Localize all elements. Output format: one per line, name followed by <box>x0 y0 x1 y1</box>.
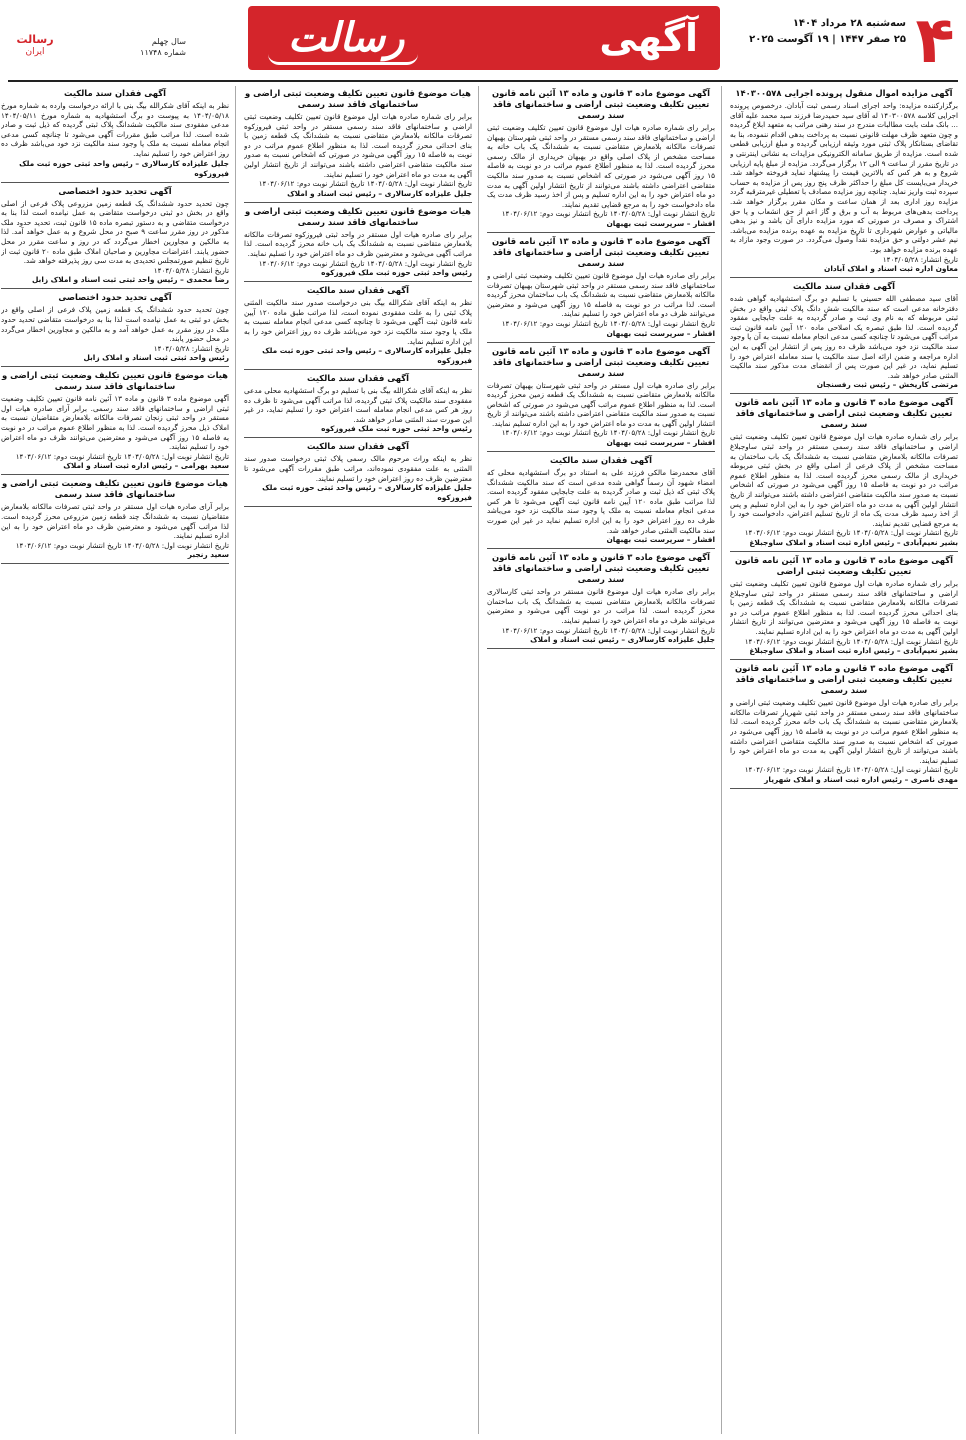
notice-body: برابر رای صادره هیات اول مستقر در واحد ثبتی فیروزکوه تصرفات مالکانه بلامعارض متقاضی نسبت به ششدانگ یک باب خانه محرز گردیده است. لذا مراتب آگهی می‌شود و معترضین ظرف دو ماه اعتراض خود را تسلیم نمایند. <box>244 229 472 258</box>
notice-signature: افشار – سرپرست ثبت بهبهان <box>606 438 715 448</box>
notice-body: برابر رای صادره هیات اول موضوع قانون تعیین تکلیف وضعیت ثبتی اراضی و ساختمانهای فاقد سند رسمی مستقر در واحد ثبتی شهرستان بهبهان تصرفات مالکانه بلامعارض متقاضی نسبت به ششدانگ یک باب ساختمان محرز گردیده است. لذا مراتب در دو نوبت به فاصله ۱۵ روز آگهی می‌شود و معترضین می‌توانند ظرف دو ماه اعتراض خود را تسلیم نمایند. <box>487 270 715 319</box>
notice-body: نظر به اینکه وراث مرحوم مالک رسمی پلاک ثبتی درخواست صدور سند المثنی به علت مفقودی نموده‌اند، مراتب طبق مقررات آگهی می‌شود تا معترضین ظرف ده روز اعتراض خود را تسلیم نمایند. <box>244 454 472 483</box>
legal-notice <box>1 88 229 183</box>
section-banner <box>248 6 720 70</box>
legal-notice <box>487 346 715 453</box>
notice-dates: تاریخ انتشار نوبت اول: ۱۴۰۴/۰۵/۲۸ تاریخ انتشار نوبت دوم: ۱۴۰۴/۰۶/۱۲ <box>744 528 958 538</box>
column-1 <box>730 86 958 1434</box>
legal-notice <box>244 206 472 282</box>
notice-body: آقای محمدرضا مالکی فرزند علی به استناد دو برگ استشهادیه محلی که امضاء شهود آن رسماً گواهی شده مدعی است که سند مالکیت ششدانگ پلاک ثبتی که ذیل ثبت و صادر گردیده به علت جابجایی مفقود گردیده است. لذا مراتب طبق ماده ۱۲۰ آیین نامه قانون ثبت آگهی می‌شود تا هر کس مدعی انجام معامله نسبت به ملک یا وجود سند مالکیت نزد خود می‌باشد ظرف ده روز اعتراض خود را به این اداره تسلیم نماید در غیر این صورت سند مالکیت المثنی صادر خواهد شد. <box>487 468 715 535</box>
notice-dates: تاریخ انتشار نوبت اول: ۱۴۰۴/۰۵/۲۸ تاریخ انتشار نوبت دوم: ۱۴۰۴/۰۶/۱۲ <box>501 428 715 438</box>
notice-title: آگهی مزایده اموال منقول پرونده اجرایی ۱۴۰۳۰۰۵۷۸ <box>735 88 953 98</box>
section-title: آگهی <box>599 16 698 60</box>
notice-signature: سعید رنجبر <box>187 550 229 560</box>
notice-signature: رئیس واحد ثبتی ثبت اسناد و املاک زابل <box>83 353 229 363</box>
column-divider <box>478 86 479 1434</box>
volume-info <box>66 36 186 58</box>
notice-dates: تاریخ انتشار نوبت اول: ۱۴۰۴/۰۵/۲۸ تاریخ انتشار نوبت دوم: ۱۴۰۴/۰۶/۱۲ <box>501 318 715 328</box>
notice-title: آگهی موضوع ماده ۳ قانون و ماده ۱۳ آئین نامه قانون تعیین تکلیف وضعیت ثبتی اراضی و ساختمانهای فاقد سند رسمی <box>734 397 953 430</box>
notice-body: برابر رای شماره صادره هیات اول موضوع قانون تعیین تکلیف وضعیت ثبتی اراضی و ساختمانهای فاقد سند رسمی مستقر در واحد ثبتی شهرستان بهبهان تصرفات مالکانه بلامعارض متقاضی نسبت به ششدانگ یک باب خانه به مساحت مشخص از پلاک اصلی واقع در بهبهان خریداری از مالک رسمی محرز گردیده است. لذا به منظور اطلاع عموم مراتب در دو نوبت به فاصله ۱۵ روز آگهی می‌شود در صورتی که اشخاص نسبت به صدور سند مالکیت متقاضی اعتراضی داشته باشند می‌توانند از تاریخ انتشار اولین آگهی به مدت دو ماه اعتراض خود را به این اداره تسلیم و پس از اخذ رسید ظرف مدت یک ماه دادخواست خود را به مرجع قضایی تقدیم نمایند. <box>487 123 715 209</box>
notice-title: آگهی موضوع ماده ۳ قانون و ماده ۱۳ آئین نامه قانون تعیین تکلیف وضعیت ثبتی اراضی و ساختمانهای فاقد سند رسمی <box>734 663 953 696</box>
notice-title: آگهی موضوع ماده ۳ قانون و ماده ۱۳ آئین نامه قانون تعیین تکلیف وضعیت ثبتی اراضی و ساختمانهای فاقد سند رسمی <box>491 552 710 585</box>
notice-title: هیات موضوع قانون تعیین تکلیف وضعیت ثبتی اراضی و ساختمانهای فاقد سند رسمی <box>2 370 228 392</box>
notice-title: هیات موضوع قانون تعیین تکلیف وضعیت ثبتی اراضی و ساختمانهای فاقد سند رسمی <box>245 88 471 109</box>
notice-signature: مهدی ناصری – رئیس اداره ثبت اسناد و املاک شهریار <box>764 774 958 784</box>
notice-dates: تاریخ انتشار نوبت اول: ۱۴۰۴/۰۵/۲۸ تاریخ انتشار نوبت دوم: ۱۴۰۴/۰۶/۱۲ <box>501 625 715 635</box>
notice-body: چون تحدید حدود ششدانگ یک قطعه زمین پلاک فرعی از اصلی واقع در بخش دو ثبتی به عمل نیامده است لذا بنا به درخواست متقاضی تحدید حدود ملک در روز مقرر به عمل خواهد آمد و به مالکین و مجاورین اخطار می‌گردد در محل حضور یابند. <box>1 305 229 344</box>
header-divider <box>8 80 958 82</box>
notice-signature: سعید بهرامی – رئیس اداره ثبت اسناد و املاک <box>63 461 229 471</box>
issue-info: شماره ۱۱۷۴۸ <box>140 48 186 57</box>
notice-title: آگهی موضوع ماده ۳ قانون و ماده ۱۳ آئین نامه قانون تعیین تکلیف وضعیت ثبتی اراضی و ساختمانهای فاقد سند رسمی <box>491 345 710 378</box>
notice-dates: تاریخ انتشار نوبت اول: ۱۴۰۴/۰۵/۲۸ تاریخ انتشار نوبت دوم: ۱۴۰۴/۰۶/۱۲ <box>744 636 958 646</box>
notice-title: آگهی موضوع ماده ۳ قانون و ماده ۱۳ آئین نامه قانون تعیین تکلیف وضعیت ثبتی اراضی و ساختمانهای فاقد سند رسمی <box>491 235 710 268</box>
notice-signature: معاون اداره ثبت اسناد و املاک آبادان <box>824 264 958 274</box>
logo-line-2: ایران <box>25 47 45 57</box>
column-divider <box>235 86 236 1434</box>
notice-signature: رئیس واحد ثبتی حوزه ثبت ملک فیروزکوه <box>321 268 472 278</box>
masthead-logo: رسالت <box>288 14 405 61</box>
notice-signature: جلیل علیزاده کارسالاری – رئیس ثبت اسناد و املاک <box>530 635 715 645</box>
notice-dates: تاریخ انتشار نوبت اول: ۱۴۰۴/۰۵/۲۸ تاریخ انتشار نوبت دوم: ۱۴۰۴/۰۶/۱۲ <box>501 209 715 219</box>
notice-dates: تاریخ انتشار نوبت اول: ۱۴۰۴/۰۵/۲۸ تاریخ انتشار نوبت دوم: ۱۴۰۴/۰۶/۱۲ <box>744 765 958 775</box>
legal-notice <box>244 88 472 203</box>
date-solar: سه‌شنبه ۲۸ مرداد ۱۴۰۴ <box>792 18 906 29</box>
logo-line-1: رسالت <box>16 33 54 46</box>
legal-notice <box>730 397 958 552</box>
notice-dates: تاریخ انتشار نوبت اول: ۱۴۰۴/۰۵/۲۸ تاریخ انتشار نوبت دوم: ۱۴۰۴/۰۶/۱۲ <box>258 179 472 189</box>
notice-title: آگهی تحدید حدود اختصاصی <box>58 292 172 303</box>
page-number: ۴ <box>915 4 955 78</box>
legal-notice <box>244 285 472 370</box>
notice-signature: مرتضی کاریخش – رئیس ثبت رفسنجان <box>816 380 958 390</box>
column-divider <box>721 86 722 1434</box>
notice-title: آگهی فقدان سند مالکیت <box>307 441 409 452</box>
notice-body: نظر به اینکه آقای شکرالله بیگ بنی درخواست صدور سند مالکیت المثنی پلاک ثبتی را به علت مفقودی نموده است، لذا مراتب طبق ماده ۱۲۰ آیین نامه قانون ثبت آگهی می‌شود تا چنانچه کسی مدعی انجام معامله نسبت به ملک یا وجود سند مالکیت نزد خود می‌باشد ظرف ده روز اعتراض خود را به این اداره تسلیم نماید. <box>244 298 472 346</box>
notice-title: آگهی فقدان سند مالکیت <box>307 285 409 296</box>
notice-body: برابر رای شماره صادره هیات اول موضوع قانون تعیین تکلیف وضعیت ثبتی اراضی و ساختمانهای فاقد سند رسمی مستقر در واحد ثبتی ساوجبلاغ تصرفات مالکانه بلامعارض متقاضی نسبت به ششدانگ یک قطعه زمین با بنای احداثی محرز گردیده است. لذا به منظور اطلاع عموم مراتب در دو نوبت به فاصله ۱۵ روز آگهی می‌شود و معترضین می‌توانند از تاریخ انتشار اولین آگهی به مدت دو ماه اعتراض خود را به این اداره تسلیم نمایند. <box>730 578 958 636</box>
notice-dates: تاریخ انتشار: ۱۴۰۴/۰۵/۲۸ <box>882 254 958 264</box>
notice-signature: رضا محمدی – رئیس واحد ثبتی ثبت اسناد و املاک زابل <box>31 275 229 285</box>
notice-body: برابر آرای صادره هیات اول مستقر در واحد ثبتی تصرفات مالکانه بلامعارض متقاضیان نسبت به ششدانگ چند قطعه زمین مزروعی محرز گردیده است. لذا مراتب آگهی می‌شود و معترضین ظرف دو ماه اعتراض خود را به این اداره تسلیم نمایند. <box>1 502 229 541</box>
notice-body: برگزارکننده مزایده: واحد اجرای اسناد رسمی ثبت آبادان. درخصوص پرونده اجرایی کلاسه ۱۴۰۳۰۰۵۷۸ له آقای سید حمیدرضا فرزند سید محمد علیه آقای ... بانک ملت بابت مطالبات مندرج در سند رهنی مراتب به متعهد ابلاغ گردیده و چون متعهد ظرف مهلت قانونی نسبت به پرداخت بدهی اقدام ننموده، بنا به تقاضای بستانکار پلاک ثبتی مورد وثیقه ارزیابی گردیده و مبلغ ارزیابی قطعی شده است. مزایده از طریق سامانه الکترونیکی مزایدات به نشانی اینترنتی و در تاریخ مقرر از ساعت ۹ الی ۱۲ برگزار می‌گردد. مزایده از مبلغ پایه ارزیابی شروع و به هر کس که بالاترین قیمت را پیشنهاد نماید فروخته خواهد شد. خریدار می‌بایست کل مبلغ را حداکثر ظرف پنج روز پس از مزایده به حساب سپرده ثبت واریز نماید. چنانچه روز مزایده مصادف با تعطیلی غیرمترقبه گردد مزایده روز اداری بعد از همان ساعت و مکان مقرر برگزار خواهد شد. پرداخت بدهی‌های مربوط به آب و برق و گاز اعم از حق انشعاب و یا حق اشتراک و مصرف در صورتی که مورد مزایده دارای آن باشد و نیز بدهی مالیاتی و عوارض شهرداری تا تاریخ مزایده به عهده برنده مزایده می‌باشد. نیم عشر دولتی و حق مزایده نقداً وصول می‌گردد. در صورت وجود مازاد به عهده برنده مزایده خواهد بود. <box>730 101 958 254</box>
notice-body: نظر به اینکه آقای شکرالله بیگ بنی با ارائه درخواست وارده به شماره مورخ ۱۴۰۴/۰۵/۱۸ به پیوست دو برگ استشهادیه به شماره مورخ ۱۴۰۴/۰۵/۱۱ مدعی مفقودی سند مالکیت ششدانگ پلاک ثبتی گردیده که ذیل ثبت و صادر شده است. لذا مراتب طبق مقررات آگهی می‌شود تا چنانچه کسی مدعی انجام معامله نسبت به ملک یا وجود سند مالکیت نزد خود می‌باشد ظرف ده روز اعتراض خود را تسلیم نماید. <box>1 101 229 158</box>
notice-signature: افشار – سرپرست ثبت بهبهان <box>606 535 715 545</box>
notice-signature: رئیس واحد ثبتی حوزه ثبت ملک فیروزکوه <box>321 424 472 434</box>
notice-title: آگهی فقدان سند مالکیت <box>793 281 895 292</box>
notice-body: برابر رای صادره هیات اول موضوع قانون تعیین تکلیف وضعیت ثبتی اراضی و ساختمانهای فاقد سند رسمی مستقر در واحد ثبتی شهریار تصرفات مالکانه بلامعارض متقاضی نسبت به ششدانگ یک باب خانه محرز گردیده است. لذا به منظور اطلاع عموم مراتب در دو نوبت به فاصله ۱۵ روز آگهی می‌شود در صورتی که اشخاص نسبت به صدور سند مالکیت متقاضی اعتراضی داشته باشند می‌توانند از تاریخ انتشار اولین آگهی به مدت دو ماه اعتراض خود را تسلیم نمایند. <box>730 698 958 765</box>
notice-signature: افشار – سرپرست ثبت بهبهان <box>606 328 715 338</box>
notice-dates: تاریخ انتشار نوبت اول: ۱۴۰۴/۰۵/۲۸ تاریخ انتشار نوبت دوم: ۱۴۰۴/۰۶/۱۲ <box>15 540 229 550</box>
notice-columns <box>1 86 958 1434</box>
notice-body: برابر رای شماره صادره هیات اول موضوع قانون تعیین تکلیف وضعیت ثبتی اراضی و ساختمانهای فاقد سند رسمی مستقر در واحد ثبتی ساوجبلاغ تصرفات مالکانه بلامعارض متقاضی نسبت به ششدانگ یک باب ساختمان به مساحت مشخص از پلاک فرعی از اصلی واقع در بخش ثبتی مربوطه خریداری از مالک رسمی محرز گردیده است. لذا به منظور اطلاع عموم مراتب در دو نوبت به فاصله ۱۵ روز آگهی می‌شود در صورتی که اشخاص نسبت به صدور سند مالکیت متقاضی اعتراضی داشته باشند می‌توانند از تاریخ انتشار اولین آگهی به مدت دو ماه اعتراض خود را به این اداره تسلیم و پس از اخذ رسید ظرف مدت یک ماه از تاریخ تسلیم اعتراض، دادخواست خود را به مرجع قضایی تقدیم نمایند. <box>730 432 958 528</box>
notice-signature: جلیل علیزاده کارسالاری – رئیس واحد ثبتی حوزه ثبت ملک فیروزکوه <box>262 483 472 503</box>
legal-notice <box>244 373 472 438</box>
masthead-swoosh-icon <box>268 54 418 65</box>
notice-signature: جلیل علیزاده کارسالاری – رئیس واحد ثبتی حوزه ثبت ملک فیروزکوه <box>19 158 229 178</box>
legal-notice <box>730 281 958 394</box>
notice-body: برابر رای صادره هیات اول موضوع قانون مستقر در واحد ثبتی کارسالاری تصرفات مالکانه بلامعارض متقاضی نسبت به ششدانگ یک باب ساختمان محرز گردیده است. لذا مراتب در دو نوبت آگهی می‌شود و معترضین می‌توانند ظرف دو ماه اعتراض خود را تسلیم نمایند. <box>487 587 715 625</box>
notice-title: آگهی موضوع ماده ۳ قانون و ماده ۱۳ آئین نامه قانون تعیین تکلیف وضعیت ثبتی اراضی و ساختمانهای فاقد سند رسمی <box>491 88 710 120</box>
notice-dates: تاریخ انتشار: ۱۴۰۴/۰۵/۲۸ <box>153 265 229 275</box>
legal-notice <box>1 478 229 564</box>
column-2 <box>487 86 715 1434</box>
notice-dates: تاریخ انتشار نوبت اول: ۱۴۰۴/۰۵/۲۸ تاریخ انتشار نوبت دوم: ۱۴۰۴/۰۶/۱۲ <box>258 258 472 268</box>
notice-body: برابر رای شماره صادره هیات اول موضوع قانون تعیین تکلیف وضعیت ثبتی اراضی و ساختمانهای فاقد سند رسمی مستقر در واحد ثبتی فیروزکوه تصرفات مالکانه بلامعارض متقاضی نسبت به ششدانگ یک قطعه زمین با بنای احداثی محرز گردیده است. لذا به منظور اطلاع عموم مراتب در دو نوبت به فاصله ۱۵ روز آگهی می‌شود در صورتی که اشخاص نسبت به صدور سند مالکیت متقاضی اعتراضی داشته باشند می‌توانند از تاریخ انتشار اولین آگهی به مدت دو ماه اعتراض خود را تسلیم نمایند. <box>244 112 472 179</box>
notice-dates: تاریخ انتشار نوبت اول: ۱۴۰۴/۰۵/۲۸ تاریخ انتشار نوبت دوم: ۱۴۰۴/۰۶/۱۲ <box>15 451 229 461</box>
column-4 <box>1 86 229 1434</box>
notice-title: هیات موضوع قانون تعیین تکلیف وضعیت ثبتی اراضی و ساختمانهای فاقد سند رسمی <box>245 205 471 227</box>
notice-signature: جلیل علیزاده کارسالاری – رئیس ثبت اسناد و املاک <box>287 188 472 198</box>
notice-body: چون تحدید حدود ششدانگ یک قطعه زمین مزروعی پلاک فرعی از اصلی واقع در بخش دو ثبتی درخواست متقاضی به عمل نیامده است لذا بنا به درخواست متقاضی و به دستور تبصره ماده ۱۵ قانون ثبت، تحدید حدود ملک مذکور در روز مقرر ساعت ۹ صبح در محل شروع و به عمل خواهد آمد. لذا به مالکین و مجاورین اخطار می‌گردد که در روز و ساعت مقرر در محل حضور یابند. اعتراضات مجاورین و صاحبان املاک طبق ماده ۲۰ قانون ثبت از تاریخ تنظیم صورتمجلس تحدیدی به مدت سی روز پذیرفته خواهد شد. <box>1 198 229 266</box>
column-3 <box>244 86 472 1434</box>
notice-title: آگهی تحدید حدود اختصاصی <box>58 185 172 196</box>
legal-notice <box>487 552 715 649</box>
legal-notice <box>1 292 229 367</box>
notice-body: نظر به اینکه آقای شکرالله بیگ بنی با تسلیم دو برگ استشهادیه محلی مدعی مفقودی سند مالکیت پلاک ثبتی گردیده، لذا مراتب آگهی می‌شود تا ظرف ده روز هر کس مدعی انجام معامله است اعتراض خود را تسلیم نماید، در غیر این صورت سند المثنی صادر خواهد شد. <box>244 386 472 424</box>
legal-notice <box>244 441 472 507</box>
notice-title: آگهی فقدان سند مالکیت <box>550 455 652 466</box>
notice-body: آگهی موضوع ماده ۳ قانون و ماده ۱۳ آئین نامه قانون تعیین تکلیف وضعیت ثبتی اراضی و ساختمانهای فاقد سند رسمی. برابر آرای صادره هیات اول مستقر در واحد ثبتی زنجان تصرفات مالکانه بلامعارض متقاضیان نسبت به املاک ذیل محرز گردیده است. لذا به منظور اطلاع عموم مراتب در دو نوبت به فاصله ۱۵ روز آگهی می‌شود و معترضین می‌توانند ظرف دو ماه اعتراض خود را تسلیم نمایند. <box>1 394 229 452</box>
notice-title: هیات موضوع قانون تعیین تکلیف وضعیت ثبتی اراضی و ساختمانهای فاقد سند رسمی <box>2 478 228 500</box>
page-header <box>0 0 966 82</box>
notice-signature: افشار – سرپرست ثبت بهبهان <box>606 218 715 228</box>
notice-dates: تاریخ انتشار: ۱۴۰۴/۰۵/۲۸ <box>153 343 229 353</box>
legal-notice <box>730 663 958 789</box>
issue-date <box>726 16 906 48</box>
notice-body: آقای سید مصطفی الله حسینی با تسلیم دو برگ استشهادیه گواهی شده دفترخانه مدعی است که سند مالکیت شش دانگ پلاک ثبتی واقع در بخش ثبتی مربوطه که به نام وی ثبت و صادر گردیده به علت جابجایی مفقود گردیده است. لذا طبق تبصره یک اصلاحی ماده ۱۲۰ آیین نامه قانون ثبت مراتب آگهی می‌شود تا چنانچه کسی مدعی انجام معامله نسبت به آن یا وجود سند مالکیت نزد خود می‌باشد ظرف ده روز پس از انتشار این آگهی به این اداره مراجعه و ضمن ارائه اصل سند مالکیت یا سند معامله اعتراض خود را تسلیم نماید، در غیر این صورت پس از انقضای مدت مذکور سند مالکیت المثنی صادر خواهد شد. <box>730 294 958 380</box>
notice-title: آگهی فقدان سند مالکیت <box>307 373 409 384</box>
legal-notice <box>730 88 958 278</box>
notice-body: برابر رای صادره هیات اول مستقر در واحد ثبتی شهرستان بهبهان تصرفات مالکانه بلامعارض متقاضی نسبت به ششدانگ یک قطعه زمین محرز گردیده است. لذا به منظور اطلاع عموم مراتب آگهی می‌شود در صورتی که اشخاص نسبت به صدور سند مالکیت متقاضی اعتراضی داشته باشند می‌توانند از تاریخ انتشار اولین آگهی به مدت دو ماه اعتراض خود را به این اداره تسلیم نمایند. <box>487 380 715 428</box>
date-lunar-gregorian: ۲۵ صفر ۱۴۴۷ | ۱۹ آگوست ۲۰۲۵ <box>749 34 906 45</box>
notice-title: آگهی موضوع ماده ۳ قانون و ماده ۱۳ آئین نامه قانون تعیین تکلیف وضعیت ثبتی اراضی <box>734 554 953 576</box>
legal-notice <box>1 370 229 475</box>
notice-signature: بشیر نعیم‌آبادی – رئیس اداره ثبت اسناد و املاک ساوجبلاغ <box>749 646 958 656</box>
legal-notice <box>487 88 715 233</box>
legal-notice <box>730 555 958 660</box>
year-info: سال چهلم <box>151 37 186 46</box>
notice-title: آگهی فقدان سند مالکیت <box>64 88 166 98</box>
publisher-logo <box>8 34 62 60</box>
notice-signature: بشیر نعیم‌آبادی – رئیس اداره ثبت اسناد و املاک ساوجبلاغ <box>749 537 958 547</box>
legal-notice <box>487 455 715 549</box>
legal-notice <box>487 236 715 343</box>
notice-signature: جلیل علیزاده کارسالاری – رئیس واحد ثبتی حوزه ثبت ملک فیروزکوه <box>262 346 472 366</box>
legal-notice <box>1 186 229 290</box>
